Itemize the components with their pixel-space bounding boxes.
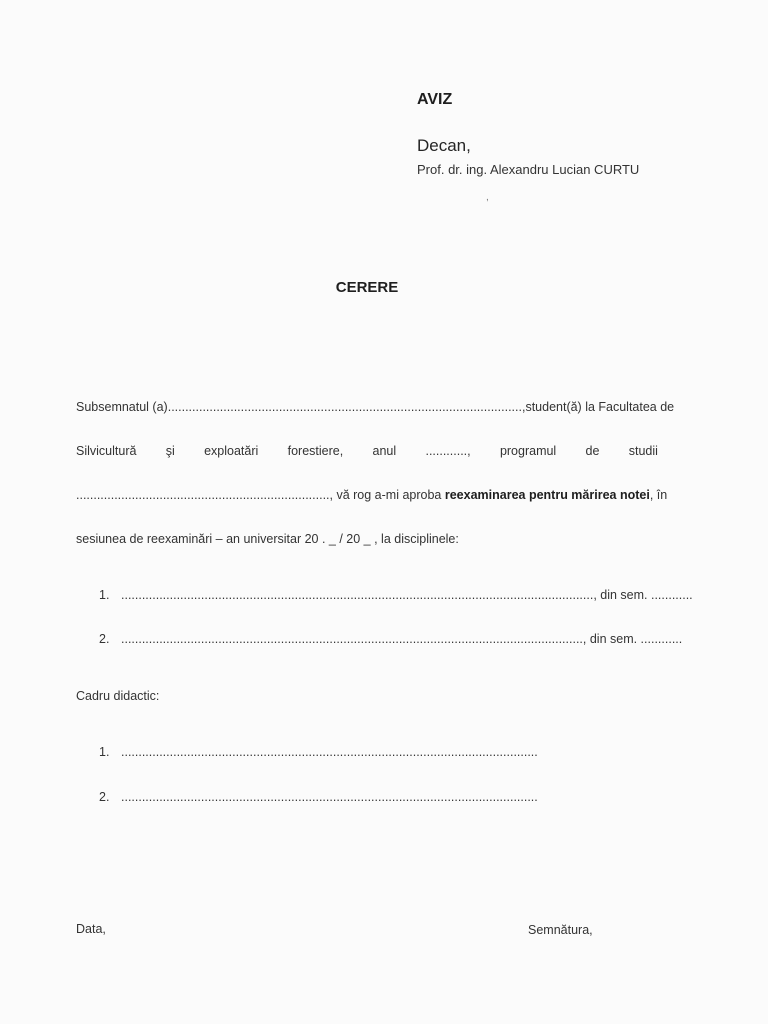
- request-tail: , în: [649, 488, 668, 502]
- word: forestiere,: [287, 444, 344, 458]
- staff-fill-line: ........................................................................................................................: [121, 790, 538, 804]
- signature-label: Semnătura,: [528, 923, 593, 937]
- student-text: student(ă) la Facultatea de: [525, 400, 675, 414]
- body-line-3: [76, 488, 667, 502]
- staff-fill-line: ........................................................................................................................: [121, 745, 538, 759]
- word: de: [585, 444, 600, 458]
- staff-number: 2.: [99, 790, 110, 804]
- discipline-row: [99, 632, 682, 646]
- word: studii: [628, 444, 658, 458]
- staff-row: [99, 790, 538, 804]
- discipline-fill-line: ........................................................................................................................................,: [121, 588, 597, 602]
- discipline-row: [99, 588, 693, 602]
- program-fill-line: .........................................................................,: [76, 488, 333, 502]
- request-bold-text: reexaminarea pentru mărirea notei: [444, 488, 650, 502]
- year-fill-line: ............,: [425, 444, 471, 458]
- word: şi: [165, 444, 175, 458]
- document-title: CERERE: [335, 279, 399, 296]
- word: exploatări: [204, 444, 259, 458]
- semester-label: din sem. ............: [586, 632, 683, 646]
- dean-title: Decan,: [417, 136, 471, 155]
- discipline-fill-line: .....................................................................................................................................,: [121, 632, 587, 646]
- word: programul: [499, 444, 557, 458]
- date-label: Data,: [76, 922, 106, 936]
- body-line-1: [76, 400, 675, 414]
- dean-signature-mark: ,: [486, 192, 489, 203]
- semester-label: din sem. ............: [596, 588, 693, 602]
- staff-number: 1.: [99, 745, 110, 759]
- staff-row: [99, 745, 538, 759]
- name-fill-line: ......................................................................................................,: [167, 400, 526, 414]
- discipline-number: 2.: [99, 632, 110, 646]
- request-text: vă rog a-mi aproba: [333, 488, 445, 502]
- subsemnatul-label: Subsemnatul (a): [76, 400, 168, 414]
- word: anul: [372, 444, 397, 458]
- body-line-4: sesiunea de reexaminări – an universitar 20 . _ / 20 _ , la disciplinele:: [76, 532, 459, 546]
- discipline-number: 1.: [99, 588, 110, 602]
- body-line-2: [76, 444, 658, 458]
- aviz-heading: AVIZ: [417, 91, 453, 108]
- staff-label: Cadru didactic:: [76, 689, 160, 703]
- word: Silvicultură: [76, 444, 137, 458]
- dean-name: Prof. dr. ing. Alexandru Lucian CURTU: [417, 162, 640, 177]
